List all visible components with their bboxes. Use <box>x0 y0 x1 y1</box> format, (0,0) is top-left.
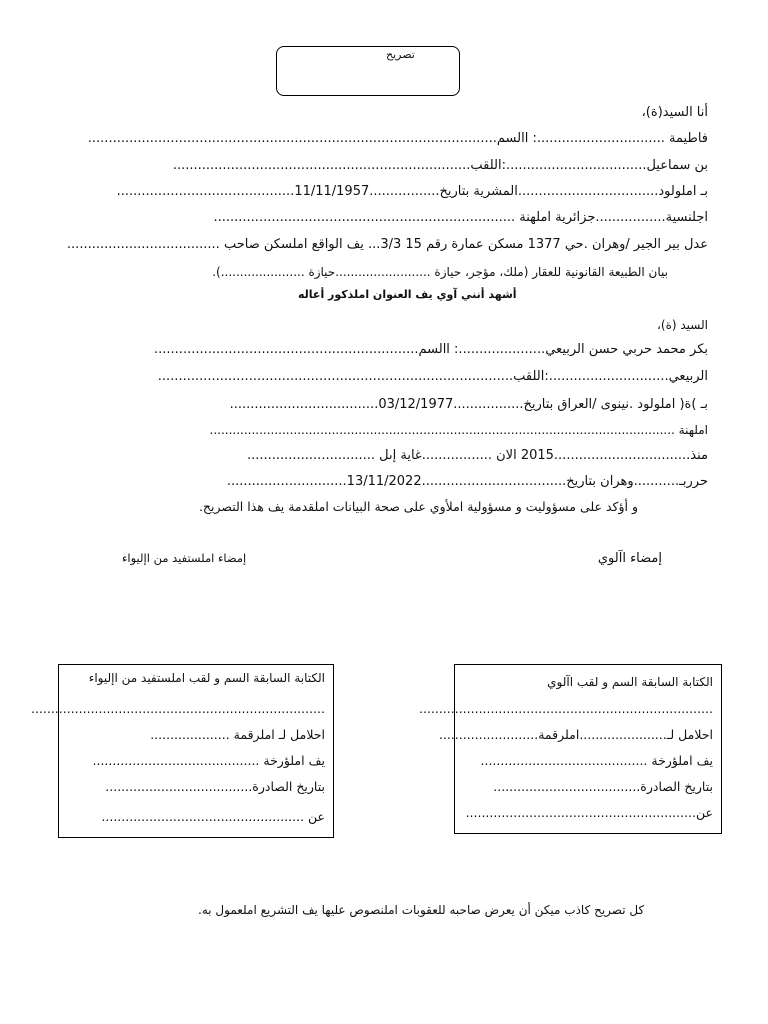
beneficiary-since-line: منذ.................................2015 الان .................غاية إىل ............................... <box>246 448 708 463</box>
box-host-dots: .......................................................................... <box>418 701 713 716</box>
declarant-name-line: فاطيمة ...............................: االسم................................................................................................... <box>87 131 708 146</box>
footer-legal-note: كل تصريح كاذب ميكن أن يعرض صاحبه للعقوبات املنصوص عليها يف التشريع املعمول به. <box>198 903 645 917</box>
beneficiary-name-line: بكر محمد حربي حسن الربيعي.....................: االسم................................................................ <box>154 342 708 357</box>
declarant-address-line: عدل بير الجير /وهران .حي 1377 مسكن عمارة رقم 15 3/3... يف الواقع املسكن صاحب ..................................... <box>66 237 708 252</box>
box-host-title: الكتابة السابقة السم و لقب اآلوي <box>547 675 713 689</box>
certify-text: و أؤكد على مسؤوليت و مسؤولية املأوي على صحة البيانات املقدمة يف هذا التصريح. <box>198 499 638 514</box>
declarant-nationality-line: اجلنسية.................جزائرية املهنة ......................................................................... <box>213 210 708 225</box>
box-beneficiary-dots: .......................................................................... <box>30 701 325 716</box>
declarant-birth-line: بـ املولود..................................المشرية بتاريخ.................11/11/1957........................................... <box>116 184 708 199</box>
beneficiary-id-box <box>30 664 334 838</box>
box-host-from-line: عن.......................................................... <box>465 805 713 820</box>
box-host-card-line: احلامل لـ......................املرقمة......................... <box>438 727 713 742</box>
host-signature-label: إمضاء اآلوي <box>597 551 662 566</box>
box-beneficiary-card-line: احلامل لـ املرقمة .................... <box>150 727 325 742</box>
box-beneficiary-title: الكتابة السابقة السم و لقب املستفيد من اإليواء <box>88 671 325 685</box>
host-id-box <box>418 664 722 834</box>
done-at-line: حرربـ...........وهران بتاريخ...................................13/11/2022............................. <box>226 474 708 489</box>
box-host-issued-line: بتاريخ الصادرة..................................... <box>493 779 713 794</box>
beneficiary-birth-line: بـ )ة( املولود .نينوى /العراق بتاريخ.................03/12/1977.................................... <box>229 397 708 412</box>
beneficiary-surname-line: الربيعي.............................:اللقب...................................................................................... <box>157 369 708 384</box>
declarant-surname-line: بن سماعيل..................................:اللقب........................................................................ <box>172 158 708 173</box>
property-status-line: بيان الطبيعة القانونية للعقار (ملك، مؤجر، حيازة .........................حيازة ......................). <box>212 265 668 279</box>
box-beneficiary-date-line: يف املؤرخة .......................................... <box>92 753 325 768</box>
attest-heading: أشهد أنني آوي يف العنوان املذكور أعاله <box>298 288 517 301</box>
document-title: تصريح <box>386 48 415 61</box>
box-beneficiary-from-line: عن ................................................... <box>101 809 325 824</box>
box-host-date-line: يف املؤرخة .......................................... <box>480 753 713 768</box>
beneficiary-intro: السيد (ة)، <box>657 318 708 332</box>
beneficiary-profession-line: املهنة .......................................................................................................................... <box>209 423 708 437</box>
box-beneficiary-issued-line: بتاريخ الصادرة..................................... <box>105 779 325 794</box>
beneficiary-signature-label: إمضاء املستفيد من اإليواء <box>122 551 247 565</box>
title-box <box>276 46 460 96</box>
declarant-intro: أنا السيد(ة)، <box>641 105 708 120</box>
